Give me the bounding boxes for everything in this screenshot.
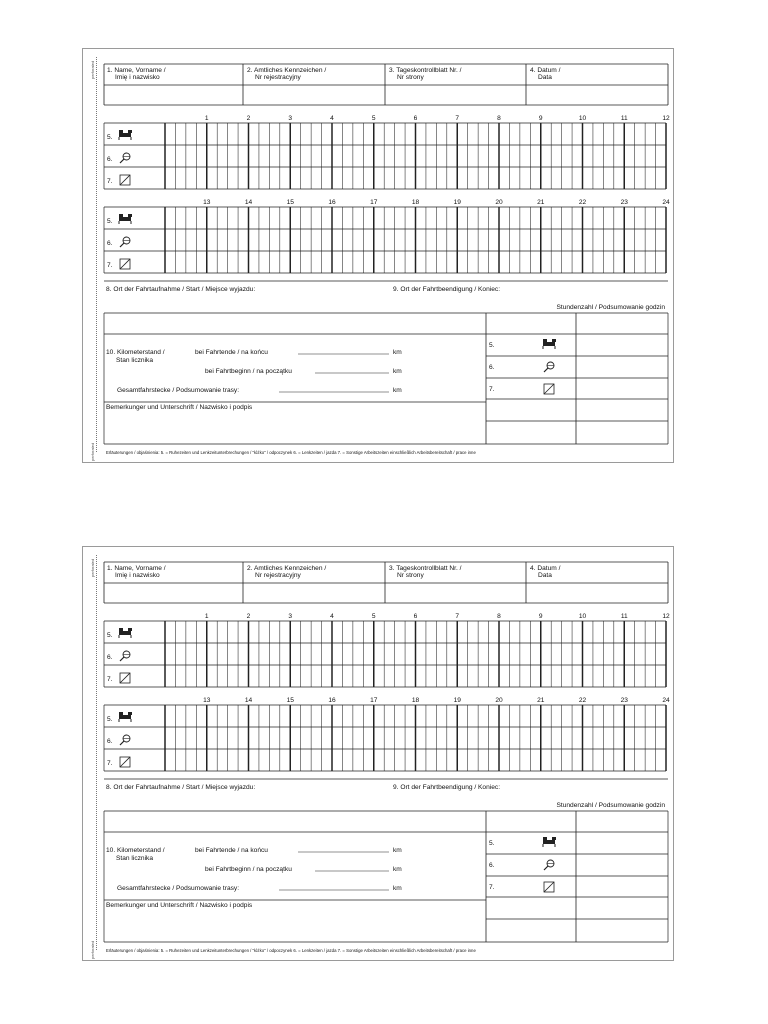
bed-icon (543, 837, 556, 847)
odometer-start-label: bei Fahrtbeginn / na początku (205, 866, 292, 873)
hour-tick-label: 5 (371, 115, 376, 122)
summary-row-label: 7. (489, 884, 495, 891)
hour-tick-label: 17 (370, 199, 378, 206)
header-label: 3. Tageskontrollblatt Nr. / (389, 565, 462, 572)
hour-tick-label: 18 (411, 199, 420, 206)
header-label: 1. Name, Vorname / (107, 565, 166, 572)
header-label-pl: Imię i nazwisko (115, 572, 160, 579)
header-label: 2. Amtliches Kennzeichen / (247, 67, 327, 74)
activity-row-label: 6. (107, 738, 113, 745)
hour-tick-label: 9 (538, 115, 543, 122)
header-label-pl: Nr rejestracyjny (255, 572, 301, 579)
unit-km: km (393, 866, 402, 873)
hour-tick-label: 8 (497, 115, 501, 122)
hour-tick-label: 3 (288, 613, 293, 620)
work-square-icon (120, 175, 130, 185)
bed-icon-part (119, 628, 123, 631)
bed-icon (543, 339, 556, 349)
hour-tick-label: 14 (244, 199, 253, 206)
bed-icon (119, 628, 132, 638)
work-square-icon-part (544, 384, 554, 394)
work-square-icon (544, 384, 554, 394)
legend-text: Erläuterungen / objaśnienia: 5. = Ruhezeiten und Lenkzeitunterbrechungen / "łóżko" / odpoczynek 6. = Lenkzeiten / jazda 7. = Sonstige Arbeitszeiten einschließlich Arbeitsbereitschaft / prace inne (106, 948, 476, 953)
hour-tick-label: 15 (286, 199, 294, 206)
perforation-label: perforated (90, 940, 95, 959)
hour-tick-label: 1 (204, 115, 209, 122)
hour-tick-label: 4 (330, 613, 334, 620)
place-end-label: 9. Ort der Fahrtbeendigung / Koniec: (393, 286, 501, 293)
hours-summary-label: Stundenzahl / Podsumowanie godzin (556, 802, 665, 809)
steering-wheel-icon-part (544, 866, 548, 870)
hour-tick-label: 12 (662, 613, 670, 620)
hour-tick-label: 16 (328, 199, 336, 206)
odometer-start-label: bei Fahrtbeginn / na początku (205, 368, 292, 375)
odometer-title: 10. Kilometerstand / (106, 847, 165, 854)
bed-icon-part (119, 217, 131, 221)
bed-icon (119, 130, 132, 140)
unit-km: km (393, 368, 402, 375)
hour-tick-label: 19 (453, 697, 461, 704)
remarks-label: Bemerkunger und Unterschrift / Nazwisko i podpis (106, 404, 253, 411)
summary-row-label: 6. (489, 862, 495, 869)
hour-tick-label: 15 (286, 697, 294, 704)
hour-tick-label: 23 (620, 199, 628, 206)
steering-wheel-icon (120, 735, 130, 745)
odometer-end-label: bei Fahrtende / na końcu (195, 847, 268, 854)
hour-tick-label: 2 (246, 613, 251, 620)
hour-tick-label: 24 (662, 199, 670, 206)
work-square-icon-part (120, 757, 130, 767)
total-distance-label: Gesamtfahrstecke / Podsumowanie trasy: (117, 387, 240, 394)
activity-row-label: 6. (107, 654, 113, 661)
steering-wheel-icon (120, 651, 130, 661)
hour-tick-label: 11 (620, 115, 628, 122)
form-grid (83, 49, 675, 464)
unit-km: km (393, 387, 402, 394)
hour-tick-label: 21 (537, 199, 545, 206)
bed-icon-part (543, 840, 555, 844)
bed-icon (119, 712, 132, 722)
hour-tick-label: 11 (620, 613, 628, 620)
hour-tick-label: 10 (578, 613, 587, 620)
work-square-icon (544, 882, 554, 892)
hour-tick-label: 7 (455, 115, 460, 122)
hour-tick-label: 7 (455, 613, 460, 620)
steering-wheel-icon-part (120, 159, 124, 163)
bed-icon-part (128, 130, 132, 133)
activity-row-label: 6. (107, 240, 113, 247)
place-start-label: 8. Ort der Fahrtaufnahme / Start / Miejsce wyjazdu: (106, 784, 256, 791)
bed-icon-part (128, 712, 132, 715)
activity-row-label: 5. (107, 632, 113, 639)
activity-row-label: 7. (107, 178, 113, 185)
hour-tick-label: 20 (495, 697, 503, 704)
unit-km: km (393, 885, 402, 892)
work-square-icon (120, 259, 130, 269)
bed-icon-part (119, 214, 123, 217)
perforation-label: perforated (90, 442, 95, 461)
hour-tick-label: 21 (537, 697, 545, 704)
hour-tick-label: 4 (330, 115, 334, 122)
hour-tick-label: 23 (620, 697, 628, 704)
perforation-label: perforated (90, 558, 95, 577)
header-label-pl: Nr rejestracyjny (255, 74, 301, 81)
daily-control-sheet-lower (82, 546, 674, 961)
activity-row-label: 7. (107, 760, 113, 767)
hour-tick-label: 10 (578, 115, 587, 122)
work-square-icon (120, 757, 130, 767)
header-label: 2. Amtliches Kennzeichen / (247, 565, 327, 572)
header-label-pl: Nr strony (397, 572, 424, 579)
hour-tick-label: 13 (203, 199, 211, 206)
header-label: 1. Name, Vorname / (107, 67, 166, 74)
daily-control-sheet-upper (82, 48, 674, 463)
unit-km: km (393, 847, 402, 854)
hour-tick-label: 5 (371, 613, 376, 620)
steering-wheel-icon-part (120, 657, 124, 661)
bed-icon-part (119, 133, 131, 137)
work-square-icon-part (120, 259, 130, 269)
form-grid (83, 547, 675, 962)
hour-tick-label: 14 (244, 697, 253, 704)
odometer-title: 10. Kilometerstand / (106, 349, 165, 356)
bed-icon-part (552, 837, 556, 840)
bed-icon-part (128, 214, 132, 217)
summary-row-label: 5. (489, 342, 495, 349)
hour-tick-label: 17 (370, 697, 378, 704)
work-square-icon (120, 673, 130, 683)
bed-icon (119, 214, 132, 224)
activity-row-label: 5. (107, 218, 113, 225)
header-label: 4. Datum / (530, 565, 561, 572)
activity-row-label: 5. (107, 134, 113, 141)
bed-icon-part (119, 631, 131, 635)
steering-wheel-icon-part (120, 741, 124, 745)
odometer-title-pl: Stan licznika (116, 855, 154, 862)
activity-row-label: 7. (107, 262, 113, 269)
hour-tick-label: 2 (246, 115, 251, 122)
steering-wheel-icon-part (544, 368, 548, 372)
bed-icon-part (128, 628, 132, 631)
work-square-icon-part (120, 175, 130, 185)
total-distance-label: Gesamtfahrstecke / Podsumowanie trasy: (117, 885, 240, 892)
bed-icon-part (552, 339, 556, 342)
header-label: 4. Datum / (530, 67, 561, 74)
hour-tick-label: 24 (662, 697, 670, 704)
odometer-end-label: bei Fahrtende / na końcu (195, 349, 268, 356)
activity-row-label: 7. (107, 676, 113, 683)
hour-tick-label: 22 (578, 199, 587, 206)
summary-row-label: 6. (489, 364, 495, 371)
hour-tick-label: 19 (453, 199, 461, 206)
bed-icon-part (119, 712, 123, 715)
hour-tick-label: 16 (328, 697, 336, 704)
header-label: 3. Tageskontrollblatt Nr. / (389, 67, 462, 74)
header-label-pl: Data (538, 572, 552, 579)
hour-tick-label: 20 (495, 199, 503, 206)
header-label-pl: Imię i nazwisko (115, 74, 160, 81)
work-square-icon-part (120, 673, 130, 683)
hour-tick-label: 6 (413, 613, 418, 620)
bed-icon-part (119, 715, 131, 719)
remarks-label: Bemerkunger und Unterschrift / Nazwisko i podpis (106, 902, 253, 909)
legend-text: Erläuterungen / objaśnienia: 5. = Ruhezeiten und Lenkzeitunterbrechungen / "łóżko" / odpoczynek 6. = Lenkzeiten / jazda 7. = Sonstige Arbeitszeiten einschließlich Arbeitsbereitschaft / prace inne (106, 450, 476, 455)
bed-icon-part (543, 837, 547, 840)
steering-wheel-icon (544, 860, 554, 870)
hour-tick-label: 8 (497, 613, 501, 620)
header-label-pl: Nr strony (397, 74, 424, 81)
activity-row-label: 5. (107, 716, 113, 723)
hour-tick-label: 12 (662, 115, 670, 122)
steering-wheel-icon (544, 362, 554, 372)
summary-row-label: 7. (489, 386, 495, 393)
bed-icon-part (119, 130, 123, 133)
summary-row-label: 5. (489, 840, 495, 847)
place-end-label: 9. Ort der Fahrtbeendigung / Koniec: (393, 784, 501, 791)
perforation-label: perforated (90, 60, 95, 79)
place-start-label: 8. Ort der Fahrtaufnahme / Start / Miejsce wyjazdu: (106, 286, 256, 293)
hour-tick-label: 22 (578, 697, 587, 704)
steering-wheel-icon (120, 153, 130, 163)
steering-wheel-icon-part (120, 243, 124, 247)
bed-icon-part (543, 342, 555, 346)
steering-wheel-icon (120, 237, 130, 247)
unit-km: km (393, 349, 402, 356)
odometer-title-pl: Stan licznika (116, 357, 154, 364)
hours-summary-label: Stundenzahl / Podsumowanie godzin (556, 304, 665, 311)
hour-tick-label: 1 (204, 613, 209, 620)
hour-tick-label: 6 (413, 115, 418, 122)
hour-tick-label: 13 (203, 697, 211, 704)
hour-tick-label: 18 (411, 697, 420, 704)
hour-tick-label: 9 (538, 613, 543, 620)
work-square-icon-part (544, 882, 554, 892)
bed-icon-part (543, 339, 547, 342)
header-label-pl: Data (538, 74, 552, 81)
hour-tick-label: 3 (288, 115, 293, 122)
activity-row-label: 6. (107, 156, 113, 163)
